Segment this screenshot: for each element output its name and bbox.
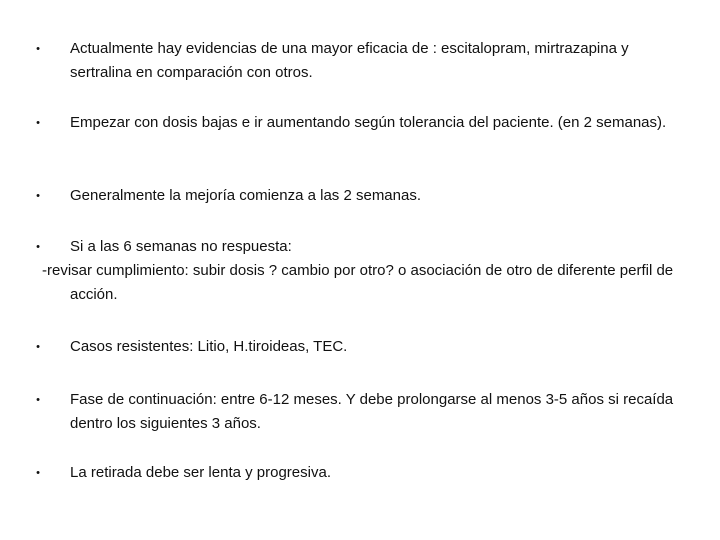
bullet-item-improvement xyxy=(32,184,692,208)
bullet-text: La retirada debe ser lenta y progresiva. xyxy=(70,464,331,481)
bullet-text: Fase de continuación: entre 6-12 meses. Y debe prolongarse al menos 3-5 años si recaída dentro los siguientes 3 años. xyxy=(70,391,674,432)
bullet-icon: • xyxy=(36,241,40,253)
bullet-text: Actualmente hay evidencias de una mayor eficacia de : escitalopram, mirtrazapina y sertralina en comparación con otros. xyxy=(70,40,629,81)
bullet-item-resistant xyxy=(32,335,692,359)
bullet-icon: • xyxy=(36,467,40,479)
bullet-text: Generalmente la mejoría comienza a las 2 semanas. xyxy=(70,187,422,204)
sub-item-text: -revisar cumplimiento: subir dosis ? cambio por otro? o asociación de otro de diferente perfil de acción. xyxy=(42,262,674,303)
bullet-icon: • xyxy=(36,117,40,129)
bullet-item-dosing xyxy=(32,111,692,135)
bullet-icon: • xyxy=(36,43,40,55)
bullet-item-continuation xyxy=(32,388,692,436)
bullet-text: Casos resistentes: Litio, H.tiroideas, TEC. xyxy=(70,338,348,355)
bullet-text: Empezar con dosis bajas e ir aumentando según tolerancia del paciente. (en 2 semanas). xyxy=(70,114,667,131)
bullet-icon: • xyxy=(36,341,40,353)
bullet-icon: • xyxy=(36,190,40,202)
bullet-item-no-response xyxy=(32,235,692,307)
bullet-text: Si a las 6 semanas no respuesta: xyxy=(70,238,292,255)
bullet-icon: • xyxy=(36,394,40,406)
bullet-item-withdrawal xyxy=(32,461,692,485)
bullet-item-efficacy xyxy=(32,37,692,85)
